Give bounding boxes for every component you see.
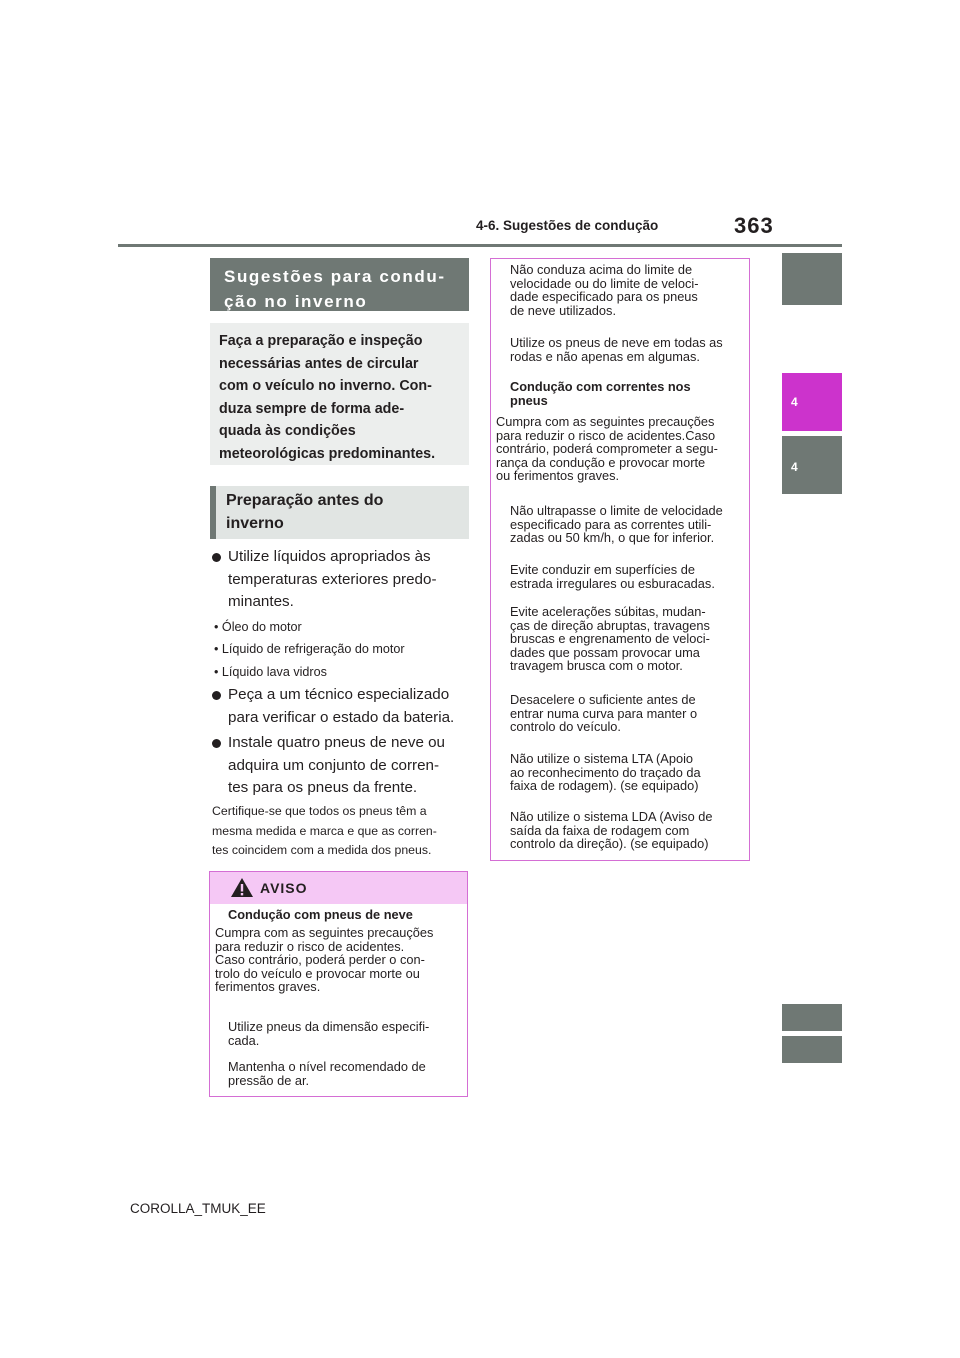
warning-triangle-icon — [230, 877, 254, 898]
warning-item-line: saída da faixa de rodagem com — [510, 822, 690, 838]
warning-item-line: rodas e não apenas em algumas. — [510, 348, 700, 364]
warning-item — [510, 752, 701, 793]
warning-body-line: para reduzir o risco de acidentes.Caso — [496, 427, 716, 443]
warning-item-line: controlo da direção). (se equipado) — [510, 836, 709, 851]
warning-item-line: dades que possam provocar uma — [510, 644, 700, 660]
warning-item-line: Não utilize o sistema LDA (Aviso de — [510, 809, 713, 824]
warning-label: AVISO — [260, 880, 308, 896]
bullet-line: Instale quatro pneus de neve ou — [228, 734, 446, 751]
warning-body-line: Caso contrário, poderá perder o con- — [215, 952, 425, 967]
warning-item-line: estrada irregulares ou esburacadas. — [510, 575, 715, 591]
warning-item-line: zadas ou 50 km/h, o que for inferior. — [510, 530, 715, 545]
side-tab-chapter-active — [782, 373, 842, 431]
warning-body — [215, 926, 433, 994]
side-tab-1 — [782, 253, 842, 305]
warning-item-line: cada. — [228, 1032, 260, 1048]
bullet-dot — [212, 691, 221, 700]
warning-item-line: entrar numa curva para manter o — [510, 705, 698, 721]
warning-item-line: Utilize os pneus de neve em todas as — [510, 335, 723, 350]
sub-list-item: • Líquido de refrigeração do motor — [214, 642, 405, 656]
warning-body-line: rança da condução e provocar morte — [496, 454, 706, 470]
warning-item — [228, 1020, 429, 1047]
warning-body-line: ferimentos graves. — [215, 979, 321, 994]
bullet-line: temperaturas exteriores predo- — [228, 570, 437, 588]
warning-item — [510, 810, 712, 851]
warning-item-line: Desacelere o suficiente antes de — [510, 692, 696, 707]
warning-item — [510, 263, 699, 317]
warning-item-line: faixa de rodagem). (se equipado) — [510, 778, 699, 793]
intro-box — [210, 323, 469, 465]
warning-item — [510, 336, 723, 363]
warning-item-line: Evite acelerações súbitas, mudan- — [510, 604, 706, 619]
section-title: 4-6. Sugestões de condução — [476, 218, 659, 233]
warning-body-line: ou ferimentos graves. — [496, 468, 620, 483]
sub-list-item: • Óleo do motor — [214, 620, 302, 634]
bullet-dot — [212, 553, 221, 562]
warning-item-line: ças de direção abruptas, travagens — [510, 617, 710, 633]
note-text — [212, 802, 470, 861]
bullet-item — [212, 684, 470, 729]
side-tab-label: 4 — [791, 460, 798, 474]
warning-item-line: Evite conduzir em superfícies de — [510, 562, 695, 577]
warning-body-line: trolo do veículo e provocar morte ou — [215, 965, 420, 981]
warning-item-line: Utilize pneus da dimensão especifi- — [228, 1019, 430, 1034]
warning-item-line: travagem brusca com o motor. — [510, 658, 683, 673]
intro-line: necessárias antes de circular — [219, 355, 419, 372]
warning-heading-line: pneus — [510, 392, 548, 408]
warning-item-line: controlo do veículo. — [510, 719, 621, 734]
intro-text — [219, 330, 463, 465]
warning-item — [510, 504, 723, 545]
warning-header — [210, 872, 467, 904]
intro-line: Faça a preparação e inspeção — [219, 333, 423, 349]
warning-item — [510, 563, 715, 590]
title-line: ção no inverno — [224, 292, 368, 311]
warning-item-line: bruscas e engrenamento de veloci- — [510, 631, 710, 646]
note-line: mesma medida e marca e que as corren- — [212, 823, 437, 838]
bullet-line: Peça a um técnico especializado — [228, 686, 450, 703]
subheading-line: inverno — [226, 515, 284, 532]
bullet-line: minantes. — [228, 593, 294, 610]
warning-heading — [510, 380, 691, 407]
warning-item-line: especificado para as correntes utili- — [510, 516, 712, 532]
title-line: Sugestões para condu- — [224, 267, 446, 286]
bullet-line: tes para os pneus da frente. — [228, 779, 418, 796]
warning-item-line: Mantenha o nível recomendado de — [228, 1059, 426, 1074]
warning-box — [209, 871, 468, 1097]
warning-item-line: de neve utilizados. — [510, 302, 616, 318]
header-rule — [118, 244, 842, 247]
intro-line: quada às condições — [219, 423, 356, 439]
bullet-line: adquira um conjunto de corren- — [228, 756, 440, 774]
warning-heading: Condução com pneus de neve — [228, 907, 413, 922]
intro-line: duza sempre de forma ade- — [219, 400, 405, 417]
bullet-line: para verificar o estado da bateria. — [228, 708, 455, 726]
warning-heading-line: Condução com correntes nos — [510, 379, 691, 394]
warning-body-line: Cumpra com as seguintes precauções — [215, 925, 434, 940]
bullet-dot — [212, 739, 221, 748]
note-line: tes coincidem com a medida dos pneus. — [212, 843, 432, 857]
warning-item — [510, 605, 710, 673]
warning-item-line: Não utilize o sistema LTA (Apoio — [510, 751, 694, 766]
intro-line: meteorológicas predominantes. — [219, 445, 436, 462]
page-title — [224, 264, 446, 314]
warning-body — [496, 415, 718, 483]
bullet-item — [212, 732, 470, 800]
document-code: COROLLA_TMUK_EE — [130, 1201, 266, 1216]
warning-continued-box — [490, 258, 750, 861]
warning-item — [510, 693, 697, 734]
subheading-box — [210, 486, 469, 539]
note-line: Certifique-se que todos os pneus têm a — [212, 804, 427, 818]
warning-body-line: contrário, poderá comprometer a segu- — [496, 441, 718, 456]
warning-item-line: pressão de ar. — [228, 1072, 310, 1088]
warning-body-line: Cumpra com as seguintes precauções — [496, 414, 715, 429]
warning-item-line: dade especificado para os pneus — [510, 289, 698, 304]
warning-item-line: Não ultrapasse o limite de velocidade — [510, 503, 723, 518]
side-tab-label: 4 — [791, 395, 798, 409]
side-tab-7 — [782, 1004, 842, 1031]
intro-line: com o veículo no inverno. Con- — [219, 378, 432, 394]
warning-body-line: para reduzir o risco de acidentes. — [215, 938, 405, 954]
bullet-line: Utilize líquidos apropriados às — [228, 548, 431, 565]
side-tab-8 — [782, 1036, 842, 1063]
warning-item-line: Não conduza acima do limite de — [510, 262, 693, 277]
subheading — [226, 489, 383, 535]
page-number: 363 — [734, 213, 774, 238]
side-tab-chapter — [782, 436, 842, 494]
warning-item — [228, 1060, 426, 1087]
warning-item-line: ao reconhecimento do traçado da — [510, 764, 701, 780]
sub-list-item: • Líquido lava vidros — [214, 665, 327, 679]
bullet-item — [212, 546, 470, 614]
warning-item-line: velocidade ou do limite de veloci- — [510, 275, 699, 291]
subheading-line: Preparação antes do — [226, 492, 384, 509]
page-title-box — [210, 258, 469, 311]
